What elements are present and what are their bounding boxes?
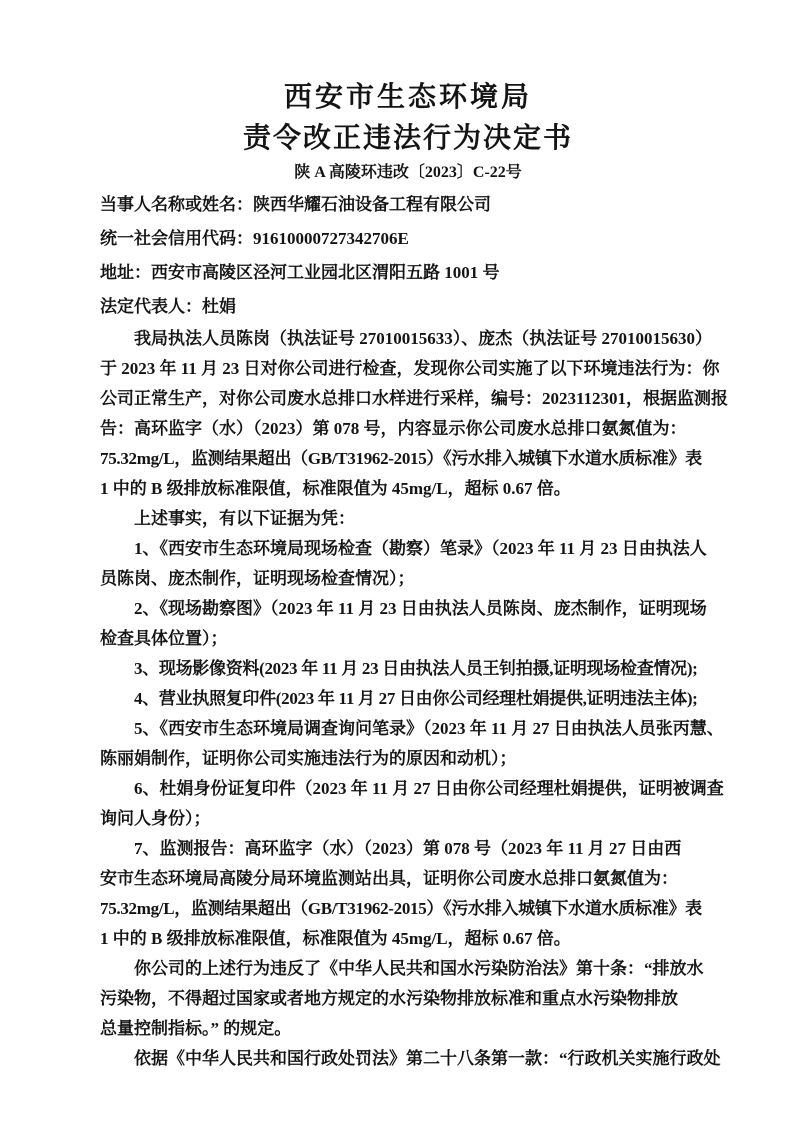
document-line: 依据《中华人民共和国行政处罚法》第二十八条第一款：“行政机关实施行政处 <box>134 1049 721 1068</box>
document-line: 于 2023 年 11 月 23 日对你公司进行检查，发现你公司实施了以下环境违法行为：你 <box>100 359 720 378</box>
document-line: 1 中的 B 级排放标准限值，标准限值为 45mg/L，超标 0.67 倍。 <box>100 479 571 498</box>
document-line: 公司正常生产，对你公司废水总排口水样进行采样，编号：2023112301，根据监测报 <box>100 389 729 408</box>
document-line: 5、《西安市生态环境局调查询问笔录》（2023 年 11 月 27 日由执法人员张丙慧、 <box>134 719 724 738</box>
document-line: 4、营业执照复印件(2023 年 11 月 27 日由你公司经理杜娟提供,证明违法主体); <box>134 689 698 708</box>
party-info-line: 地址：西安市高陵区泾河工业园北区渭阳五路 1001 号 <box>100 263 500 282</box>
document-line: 3、现场影像资料(2023 年 11 月 23 日由执法人员王钊拍摄,证明现场检查情况); <box>134 659 698 678</box>
document-line: 75.32mg/L，监测结果超出（GB/T31962-2015）《污水排入城镇下水道水质标准》表 <box>100 899 702 918</box>
document-line: 告：高环监字（水）（2023）第 078 号，内容显示你公司废水总排口氨氮值为： <box>100 419 687 438</box>
document-line: 2、《现场勘察图》（2023 年 11 月 23 日由执法人员陈岗、庞杰制作，证明现场 <box>134 599 707 618</box>
document-line: 检查具体位置）； <box>100 629 228 648</box>
document-line: 7、监测报告：高环监字（水）（2023）第 078 号（2023 年 11 月 27 日由西 <box>134 839 682 858</box>
document-line: 1、《西安市生态环境局现场检查（勘察）笔录》（2023 年 11 月 23 日由执法人 <box>134 539 707 558</box>
document-line: 总量控制指标。” 的规定。 <box>100 1019 292 1038</box>
document-line: 我局执法人员陈岗（执法证号 27010015633）、庞杰（执法证号 27010015630） <box>134 329 712 348</box>
party-info-line: 统一社会信用代码：91610000727342706E <box>100 229 409 248</box>
document-line: 陈丽娟制作，证明你公司实施违法行为的原因和动机）； <box>100 749 517 768</box>
document-line: 污染物，不得超过国家或者地方规定的水污染物排放标准和重点水污染物排放 <box>100 989 678 1008</box>
party-info-line: 当事人名称或姓名：陕西华耀石油设备工程有限公司 <box>100 195 491 214</box>
party-info-line: 法定代表人：杜娟 <box>100 297 236 316</box>
document-title: 责令改正违法行为决定书 <box>242 123 573 154</box>
document-body <box>100 324 729 1074</box>
document-org-title: 西安市生态环境局 <box>283 82 532 113</box>
document-line: 安市生态环境局高陵分局环境监测站出具，证明你公司废水总排口氨氮值为： <box>100 869 678 888</box>
document-line: 员陈岗、庞杰制作，证明现场检查情况）； <box>100 569 415 588</box>
document-line: 1 中的 B 级排放标准限值，标准限值为 45mg/L，超标 0.67 倍。 <box>100 929 571 948</box>
document-line: 你公司的上述行为违反了《中华人民共和国水污染防治法》第十条：“排放水 <box>134 959 704 978</box>
document-line: 上述事实，有以下证据为凭： <box>134 509 355 528</box>
document-line: 询问人身份）； <box>100 809 211 828</box>
party-info-section <box>100 188 716 324</box>
document-line: 6、杜娟身份证复印件（2023 年 11 月 27 日由你公司经理杜娟提供，证明被调查 <box>134 779 724 798</box>
document-line: 75.32mg/L，监测结果超出（GB/T31962-2015）《污水排入城镇下水道水质标准》表 <box>100 449 702 468</box>
document-number: 陕 A 高陵环违改〔2023〕C-22号 <box>294 164 522 181</box>
